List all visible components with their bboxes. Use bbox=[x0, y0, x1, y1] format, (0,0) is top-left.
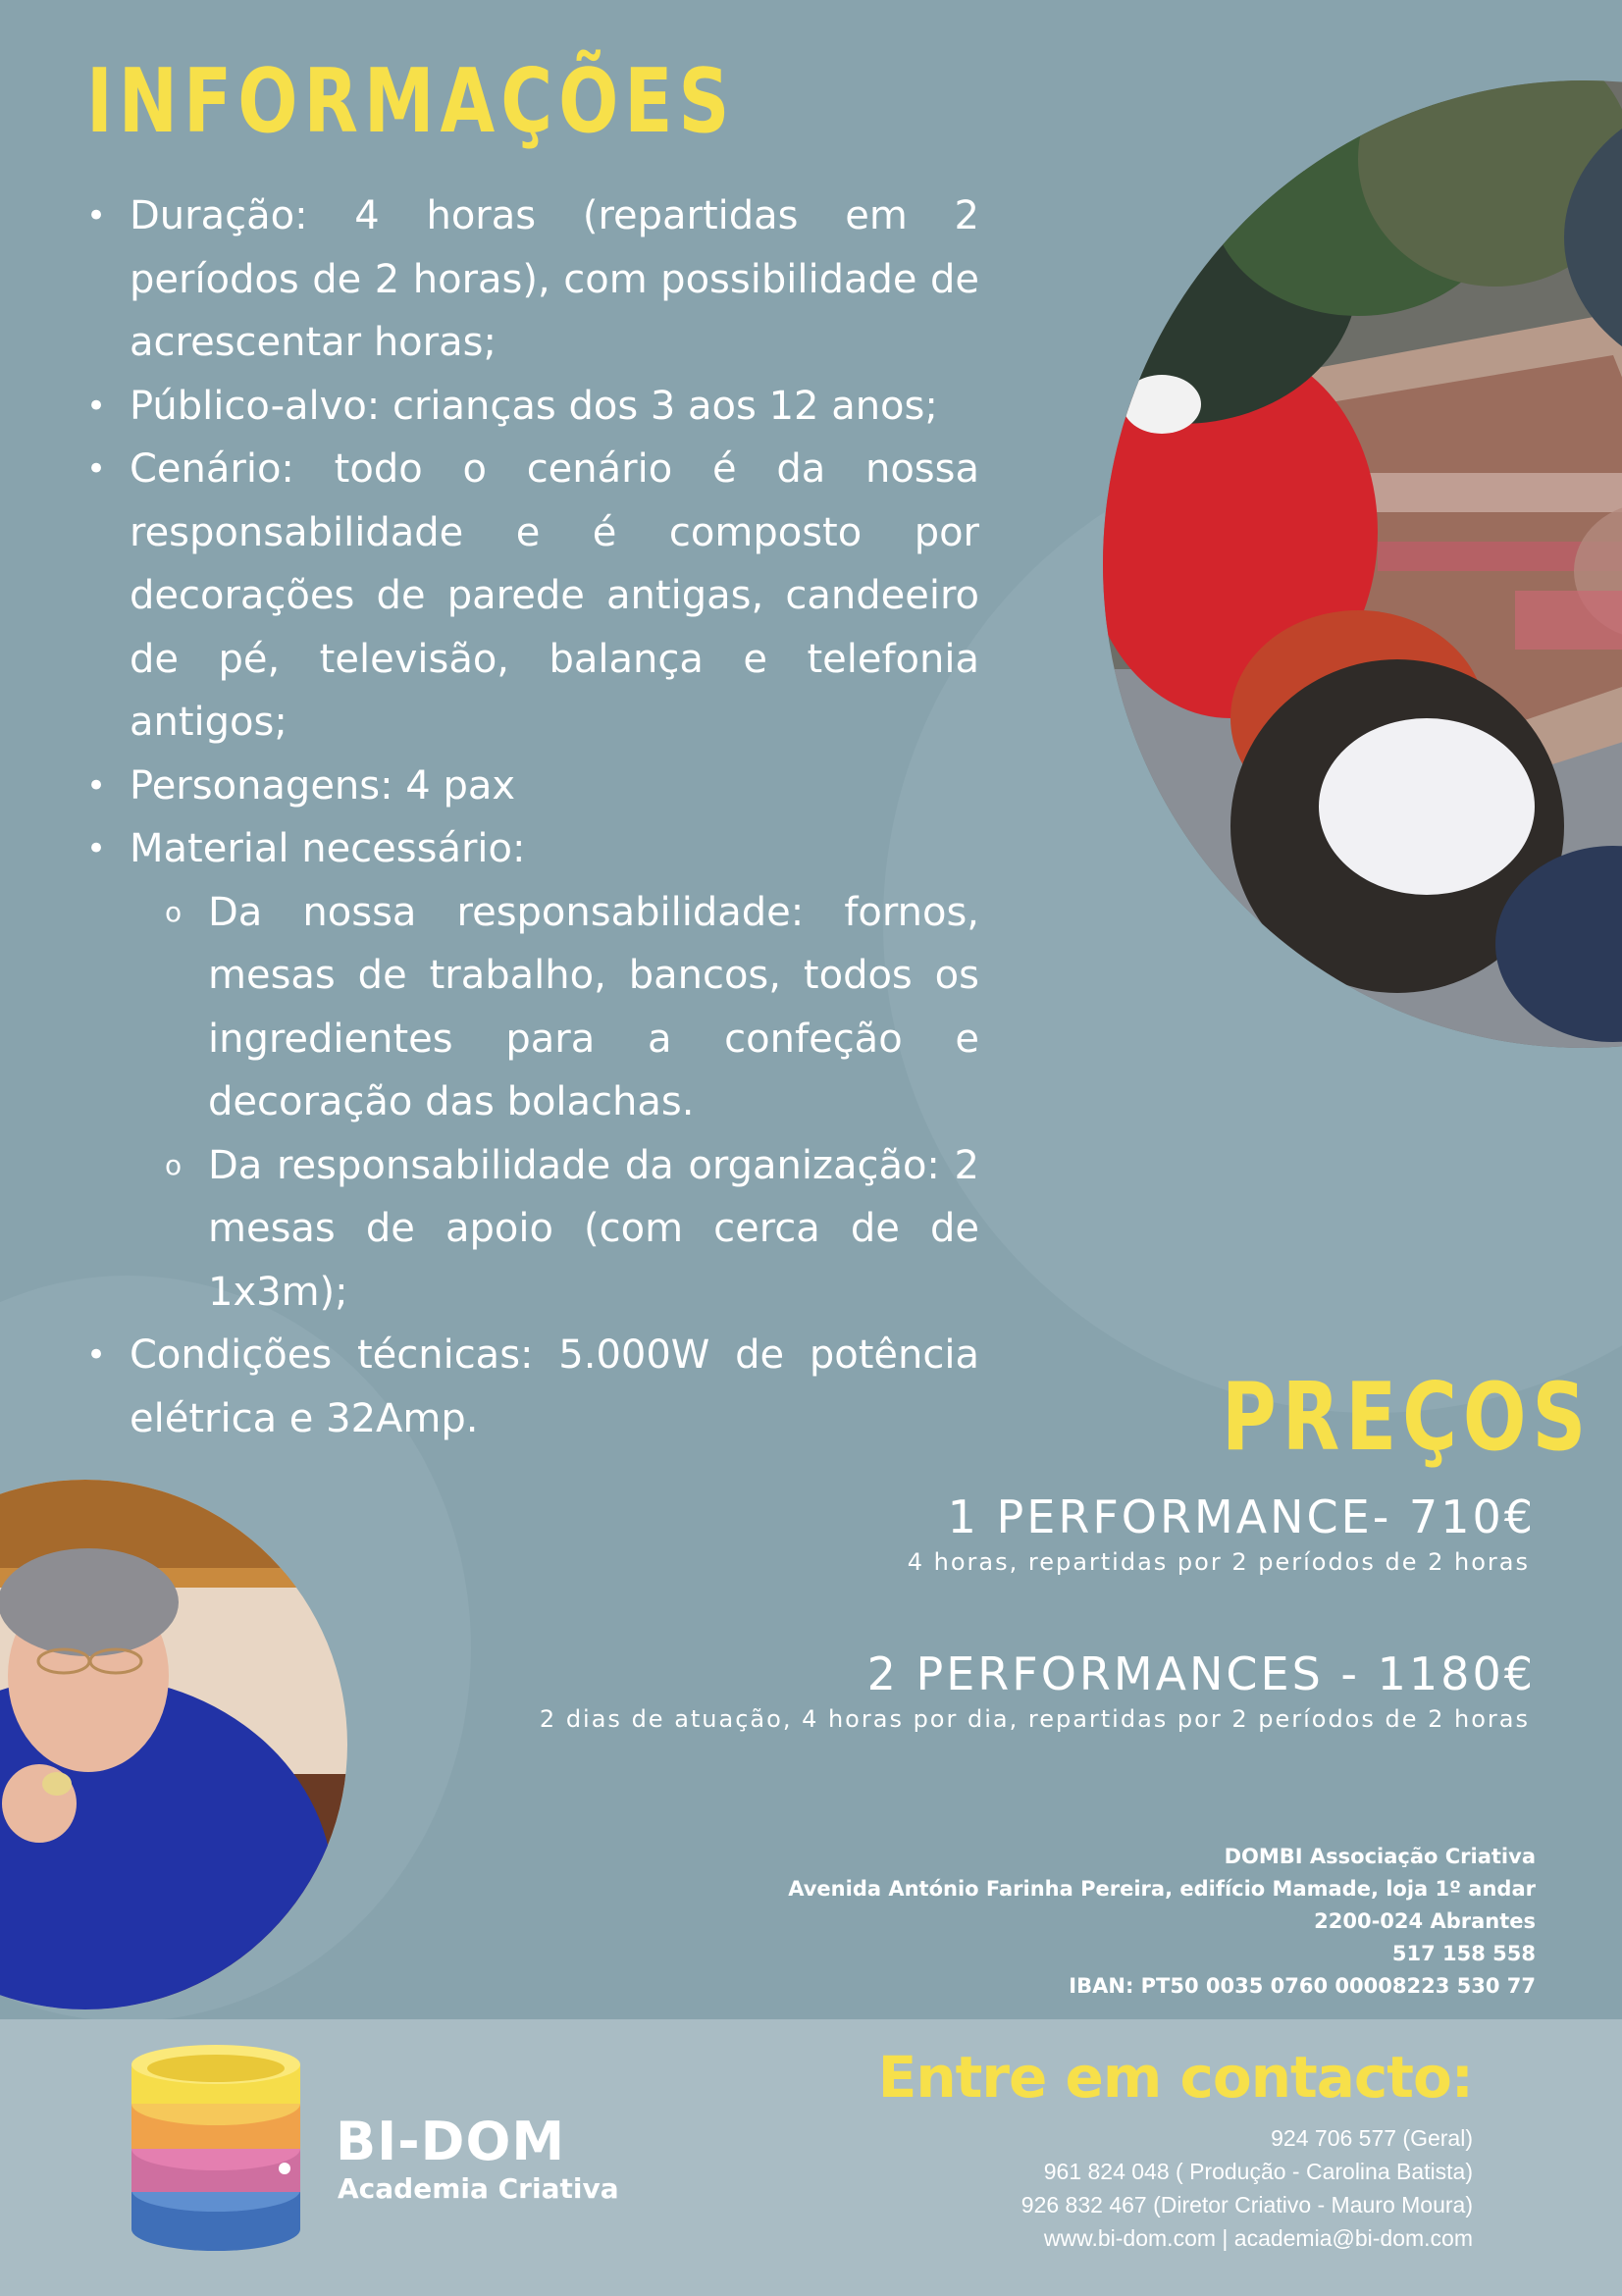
info-item-characters: • Personagens: 4 pax bbox=[86, 755, 979, 818]
info-list bbox=[86, 184, 979, 1450]
info-item-technical: • Condições técnicas: 5.000W de potência elétrica e 32Amp. bbox=[86, 1324, 979, 1450]
prices-title: PREÇOS bbox=[1222, 1362, 1593, 1472]
sub-item-our-responsibility: o Da nossa responsabilidade: fornos, mesas de trabalho, bancos, todos os ingredientes para a confeção e decoração das bolachas. bbox=[165, 881, 979, 1134]
organization-nif: 517 158 558 bbox=[1391, 1942, 1536, 1965]
brand-tagline: Academia Criativa bbox=[338, 2172, 619, 2205]
bidom-logo-icon bbox=[128, 2043, 304, 2253]
organization-iban: IBAN: PT50 0035 0760 00008223 530 77 bbox=[1069, 1974, 1536, 1998]
contact-title: Entre em contacto: bbox=[877, 2044, 1473, 2111]
info-title: INFORMAÇÕES bbox=[86, 49, 736, 152]
price-option-1 bbox=[908, 1489, 1536, 1580]
price-option-2-desc: 2 dias de atuação, 4 horas por dia, repartidas por 2 períodos de 2 horas bbox=[539, 1705, 1530, 1733]
organization-info bbox=[788, 1841, 1536, 2003]
price-option-1-desc: 4 horas, repartidas por 2 períodos de 2 horas bbox=[907, 1548, 1530, 1576]
contact-lines bbox=[1021, 2121, 1473, 2255]
info-item-material-label: Material necessário: bbox=[130, 826, 526, 871]
organization-postal: 2200-024 Abrantes bbox=[1314, 1909, 1536, 1933]
material-sub-list bbox=[165, 881, 979, 1325]
contact-phone-general: 924 706 577 (Geral) bbox=[1271, 2125, 1473, 2151]
organization-name: DOMBI Associação Criativa bbox=[1224, 1845, 1536, 1868]
info-item-material bbox=[86, 817, 979, 1324]
brand-name: BI-DOM bbox=[336, 2111, 566, 2172]
info-item-scenery: • Cenário: todo o cenário é da nossa responsabilidade e é composto por decorações de parede antigas, candeeiro de pé, televisão, balança e telefonia antigos; bbox=[86, 438, 979, 755]
contact-web-email[interactable]: www.bi-dom.com | academia@bi-dom.com bbox=[1043, 2225, 1473, 2251]
price-option-2-title: 2 PERFORMANCES - 1180€ bbox=[866, 1647, 1536, 1700]
sub-item-organization-responsibility: o Da responsabilidade da organização: 2 mesas de apoio (com cerca de de 1x3m); bbox=[165, 1134, 979, 1325]
organization-address: Avenida António Farinha Pereira, edifício Mamade, loja 1º andar bbox=[788, 1877, 1536, 1901]
info-item-duration: • Duração: 4 horas (repartidas em 2 períodos de 2 horas), com possibilidade de acrescentar horas; bbox=[86, 184, 979, 375]
contact-phone-production: 961 824 048 ( Produção - Carolina Batista) bbox=[1043, 2159, 1473, 2184]
price-option-1-title: 1 PERFORMANCE- 710€ bbox=[947, 1490, 1536, 1543]
price-option-2 bbox=[540, 1646, 1536, 1737]
contact-phone-director: 926 832 467 (Diretor Criativo - Mauro Moura) bbox=[1020, 2192, 1473, 2218]
info-item-audience: • Público-alvo: crianças dos 3 aos 12 anos; bbox=[86, 375, 979, 439]
